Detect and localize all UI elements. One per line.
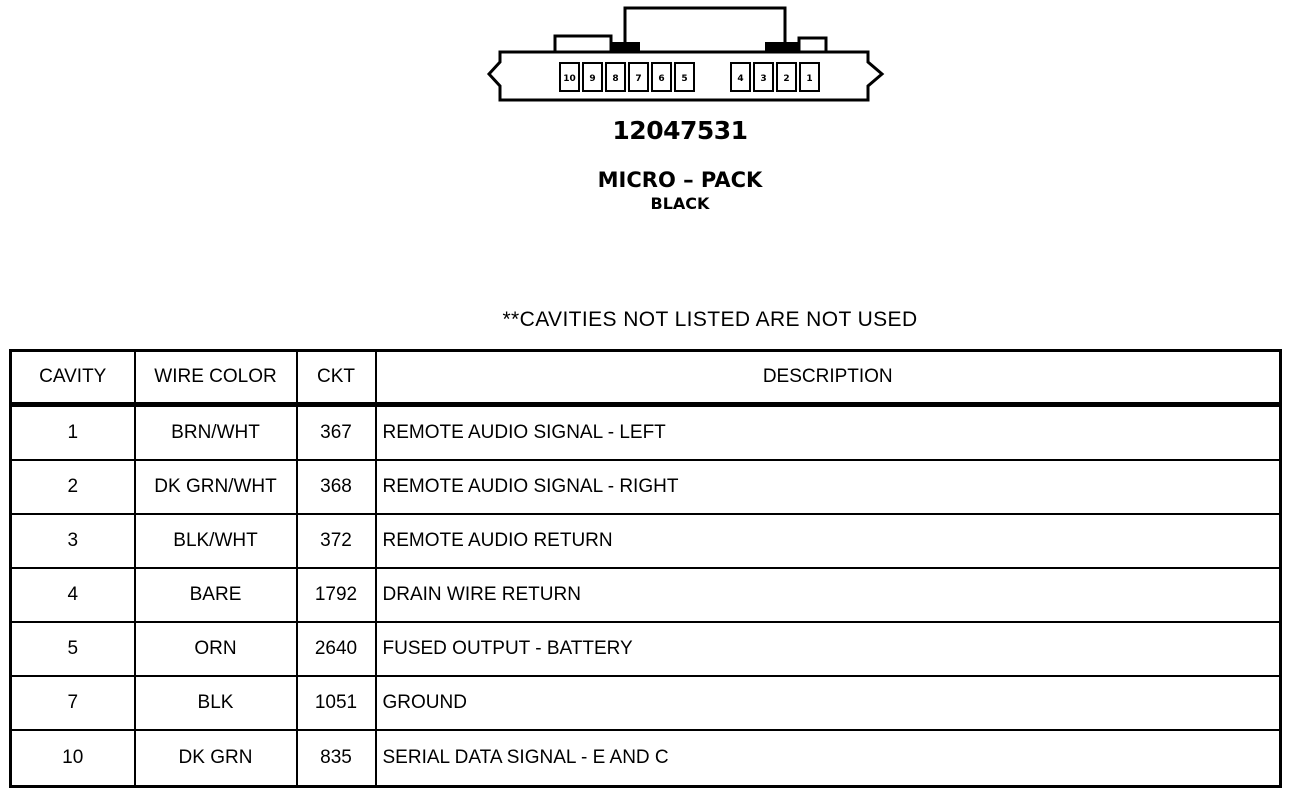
connector-pin-label: 2: [783, 74, 790, 84]
table-row: [11, 460, 1281, 514]
connector-pin-label: 4: [737, 74, 744, 84]
cavity-cell: 3: [11, 514, 135, 568]
wire-color-cell: BARE: [135, 568, 297, 622]
connector-pins-left: [560, 63, 694, 91]
connector-pin-label: 9: [589, 74, 596, 84]
cavity-cell: 1: [11, 405, 135, 461]
wire-color-cell: BLK: [135, 676, 297, 730]
connector-diagram: [0, 0, 1296, 110]
connector-name: MICRO – PACK: [597, 168, 763, 192]
ckt-cell: 2640: [297, 622, 376, 676]
header-description: DESCRIPTION: [376, 351, 1281, 405]
table-row: [11, 405, 1281, 461]
connector-pins-right: [731, 63, 819, 91]
connector-part-number: 12047531: [612, 116, 748, 145]
header-ckt: CKT: [297, 351, 376, 405]
wire-color-cell: DK GRN: [135, 730, 297, 787]
wire-color-cell: BLK/WHT: [135, 514, 297, 568]
cavity-cell: 7: [11, 676, 135, 730]
cavity-cell: 5: [11, 622, 135, 676]
table-row: [11, 730, 1281, 787]
connector-pin-label: 10: [563, 74, 576, 84]
description-cell: REMOTE AUDIO RETURN: [376, 514, 1281, 568]
connector-pin-label: 7: [635, 74, 642, 84]
cavity-cell: 4: [11, 568, 135, 622]
wire-color-cell: ORN: [135, 622, 297, 676]
wire-color-cell: BRN/WHT: [135, 405, 297, 461]
ckt-cell: 1792: [297, 568, 376, 622]
header-cavity: CAVITY: [11, 351, 135, 405]
connector-right-latch: [799, 38, 826, 52]
connector-color: BLACK: [650, 194, 710, 213]
header-wire-color: WIRE COLOR: [135, 351, 297, 405]
connector-pin-label: 8: [612, 74, 619, 84]
description-cell: GROUND: [376, 676, 1281, 730]
connector-pin-label: 1: [806, 74, 813, 84]
description-cell: DRAIN WIRE RETURN: [376, 568, 1281, 622]
cavity-cell: 10: [11, 730, 135, 787]
connector-pin-label: 6: [658, 74, 665, 84]
connector-pin-label: 3: [760, 74, 767, 84]
table-row: [11, 676, 1281, 730]
description-cell: FUSED OUTPUT - BATTERY: [376, 622, 1281, 676]
ckt-cell: 367: [297, 405, 376, 461]
unused-cavities-note: **CAVITIES NOT LISTED ARE NOT USED: [502, 308, 918, 331]
cavity-cell: 2: [11, 460, 135, 514]
description-cell: REMOTE AUDIO SIGNAL - RIGHT: [376, 460, 1281, 514]
ckt-cell: 1051: [297, 676, 376, 730]
wire-color-cell: DK GRN/WHT: [135, 460, 297, 514]
table-row: [11, 568, 1281, 622]
ckt-cell: 372: [297, 514, 376, 568]
ckt-cell: 368: [297, 460, 376, 514]
connector-top-key: [610, 8, 800, 46]
cavity-table: [9, 349, 1282, 788]
description-cell: REMOTE AUDIO SIGNAL - LEFT: [376, 405, 1281, 461]
table-row: [11, 622, 1281, 676]
ckt-cell: 835: [297, 730, 376, 787]
connector-left-latch: [555, 36, 611, 52]
table-header-row: [11, 351, 1281, 405]
connector-pin-label: 5: [681, 74, 688, 84]
table-row: [11, 514, 1281, 568]
description-cell: SERIAL DATA SIGNAL - E AND C: [376, 730, 1281, 787]
